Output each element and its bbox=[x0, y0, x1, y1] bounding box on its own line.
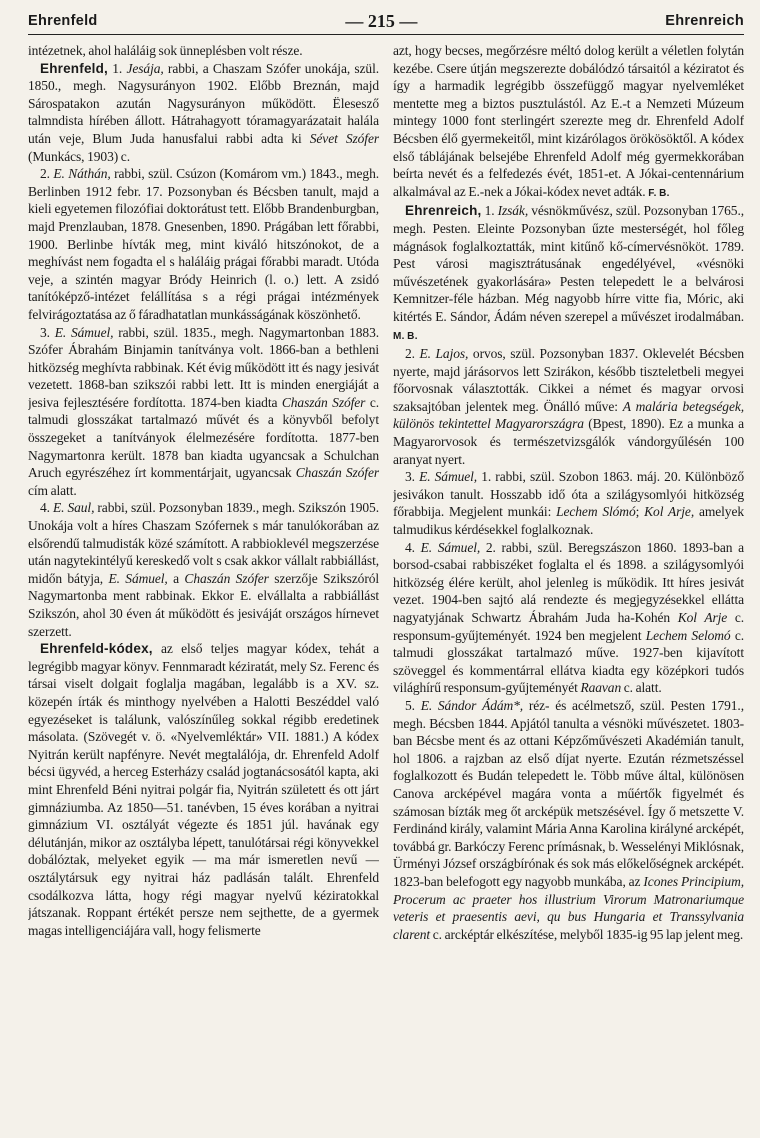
paragraph bbox=[28, 640, 379, 939]
italic-text: Kol Arje, bbox=[644, 504, 695, 520]
paragraph bbox=[28, 499, 379, 640]
italic-text: Lechem Selomó bbox=[645, 627, 731, 643]
italic-text: Kol Arje bbox=[677, 610, 728, 625]
italic-text: Icones Principium, Procerum ac praeter hos illustrium Virorum Matronariumque veteris et praesentis aevi, qu bus Hungaria et Transsylvania clarent bbox=[393, 873, 744, 942]
body-text: c. talmudi glosszákat tartalmazó műve. 1927-ben kijavított szöveggel és kommentárral ellátva kiadta egy középkori tudós világhírű responsum-gyűjteményét bbox=[393, 627, 744, 696]
body-text: rabbi, a Chaszam Szófer unokája, szül. 1850., megh. Nagysurányon 1902. Előbb Breznán, majd Sárospatakon azután Nagysurányon működött. Ëlesesző talmndista hírében állott. Hátrahagyott tóramagyarázatait halála után veje, Blum Juda hanusfalui rabbi adta ki bbox=[28, 60, 379, 146]
italic-text: E. Sándor Ádám*, bbox=[420, 697, 524, 713]
body-text: (Munkács, 1903) c. bbox=[28, 148, 130, 164]
body-text: rabbi, szül. 1835., megh. Nagymartonban 1883. Szófer Ábrahám Binjamin tanítványa volt. 1866-ban a bethleni hitközség meghívta rabbinak. Két évig működött itt és nagy jesivát vezetett. 1868-ban szikszói rabbi lett. Itt is minden energiáját a jesiva fejlesztésére fordította. 1874-ben kiadta bbox=[28, 324, 379, 410]
left-column bbox=[28, 42, 379, 1132]
body-text: 1. rabbi, szül. Szobon 1863. máj. 20. Különböző jesivákon tanult. Hosszabb idő óta a szilágysomlyói hitközség főrabbija. Megjelent munkái: bbox=[393, 469, 744, 520]
body-text: c. responsum-gyűjteményét. 1924 ben megjelent bbox=[393, 610, 744, 643]
paragraph bbox=[28, 165, 379, 323]
paragraph bbox=[393, 202, 744, 345]
body-text: cím alatt. bbox=[28, 482, 77, 498]
body-text: rabbi, szül. Pozsonyban 1839., megh. Szikszón 1905. Unokája volt a híres Chaszam Szófernek s már tanulókorában az elsőrendű talmudisták közé számított. A rabbioklevél megszerzése után nagytekintélyű kereskedő volt s csak akkor vállalt rabbiállást, midőn bátyja, bbox=[28, 500, 379, 586]
entry-headword: Ehrenfeld-kódex, bbox=[40, 641, 153, 657]
italic-text: Chaszán Szófer bbox=[281, 394, 366, 410]
body-text: c. alatt. bbox=[621, 680, 662, 696]
italic-text: E. Sámuel, bbox=[419, 469, 478, 485]
italic-text: E. Sámuel, bbox=[420, 539, 481, 555]
body-text: 3. bbox=[405, 469, 420, 485]
paragraph bbox=[393, 345, 744, 468]
paragraph bbox=[393, 697, 744, 943]
right-column bbox=[393, 42, 744, 1132]
body-text: rabbi, szül. Csúzon (Komárom vm.) 1843., megh. Berlinben 1912 febr. 17. Pozsonyban és Bécsben tanult, majd a kieli egyetemen filozófiai doktorátust tett. Előbb Brandenburgban, majd Prenzlauban, 1878. Gnesenben, 1890. Prágában lett főrabbi, 1900. Berlinbe hívták meg, mint kiváló hitszónokot, de a meghívást nem fogadta el s haláláig prágai főrabbi maradt. Utóda veje, a szintén magyar Bródy Heinrich (l. o.) lett. A zsidó tanítóképző-intézet felállítása s a régi prágai intézmények felvirágoztatása az ő fáradhatatlan munkásságának köszönhető. bbox=[28, 166, 379, 322]
italic-text: E. Náthán, bbox=[53, 166, 111, 182]
italic-text: E. Sámuel, bbox=[54, 324, 114, 340]
body-text: 1. bbox=[481, 203, 498, 219]
body-text: azt, hogy becses, megőrzésre méltó dolog került a véletlen folytán kezébe. Csere útján megszerezte dobálódzó társaitól a kéziratot és így a harmadik legrégibb összefüggő magyar nyelvemléket mentette meg a biztos pusztulástól. Az E.-t a Nemzeti Múzeum mintegy 1000 font sterlingért szerezte meg dr. Ehrenfeld Adolf Bécsben élő gyermekeitől, mint kizárólagos örökösöktől. A kódex első táblájának belsejébe Ehrenfeld Adolf még gyermekkorában beírta nevét és a felfedezés évét, 1851-et. A Jókai-centennárium alkalmával az E.-nek a Jókai-kódex nevet adták. bbox=[393, 43, 744, 199]
body-text: a bbox=[167, 570, 185, 586]
body-text: 5. bbox=[405, 697, 421, 713]
body-text: intézetnek, ahol haláláig sok ünneplésben volt része. bbox=[28, 43, 303, 58]
body-text: vésnökművész, szül. Pozsonyban 1765., megh. Pesten. Eleinte Pozsonyban űzte mesterségét, hol főleg mágnások foglalkoztatták, mint kitűnő kő-címervésnököt. 1789. Pest városi magisztrátusának engedélyével, «vésnöki művészetének gyakorlására» Pesten telepedett le a belvárosi Kemnitzer-féle házban. Még nagyobb hírre vitte fia, Móric, aki kitértés E. Sándor, Ádám néven szerepel a művészet irodalmában. bbox=[393, 203, 744, 324]
paragraph bbox=[393, 468, 744, 538]
header-right-guideword: Ehrenreich bbox=[665, 13, 744, 29]
paragraph bbox=[28, 324, 379, 500]
body-text: c. arcképtár elkészítése, melyből 1835-ig 95 lap jelent meg. bbox=[430, 926, 744, 942]
italic-text: Chaszán Szófer bbox=[184, 570, 269, 586]
italic-text: A malária betegségek, különös tekintettel Magyarországra bbox=[393, 398, 744, 432]
italic-text: E. Lajos, bbox=[419, 346, 469, 362]
paragraph bbox=[393, 42, 744, 202]
text-columns bbox=[28, 42, 744, 1132]
body-text: 4. bbox=[40, 500, 53, 516]
body-text: amelyek talmudikus kérdésekkel foglalkoznak. bbox=[393, 504, 744, 538]
body-text: c. talmudi glosszákat tartalmazó művét és a könyvből befolyt összegeket a tanítványok élelmezésére fordította. 1877-ben Nagymartonra került. 1878 ban kiadta ugyancsak a Schulchan Aruch egyrészéhez írt kommentárjait, ugyancsak bbox=[28, 394, 379, 481]
running-header bbox=[28, 8, 744, 35]
page-number: — 215 — bbox=[345, 10, 418, 31]
italic-text: Jesája, bbox=[126, 60, 164, 76]
italic-text: Chaszán Szófer bbox=[295, 465, 379, 481]
header-left-guideword: Ehrenfeld bbox=[28, 13, 98, 29]
body-text: 2. bbox=[405, 346, 420, 362]
paragraph bbox=[28, 60, 379, 166]
body-text: 4. bbox=[405, 539, 421, 555]
body-text: (Bpest, 1890). Ez a munka a Magyarorvosok és természetvizsgálók vándorgyűlésén 100 aranyat nyert. bbox=[393, 416, 744, 467]
body-text: orvos, szül. Pozsonyban 1837. Oklevelét Bécsben nyerte, majd járásorvos lett Szirákon, később tiszteletbeli megyei főorvosnak választották. Cikkei a német és magyar orvosi szaksajtóban jelentek meg. Önálló műve: bbox=[393, 346, 744, 414]
body-text: 2. bbox=[40, 166, 54, 182]
body-text: 2. rabbi, szül. Beregszászon 1860. 1893-ban a borsod-csabai rabbiszéket foglalta el és 1898. a szilágysomlyói hitközség élére került, ahol jelenleg is működik. Itt híres jesivát vezet. 1904-ben sajtó alá rendezte és megjegyzésekkel ellátta nagyatyjának Schwartz Ábrahám Juda ha-Kohén bbox=[393, 539, 744, 625]
italic-text: E. Sámuel, bbox=[108, 570, 168, 586]
italic-text: Izsák, bbox=[497, 203, 529, 219]
body-text: 3. bbox=[40, 324, 55, 340]
paragraph bbox=[28, 42, 379, 60]
entry-headword: Ehrenreich, bbox=[405, 203, 482, 219]
paragraph bbox=[393, 539, 744, 697]
author-signature: M. B. bbox=[393, 330, 418, 342]
italic-text: Sévet Szófer bbox=[309, 130, 379, 146]
body-text: ; bbox=[635, 504, 645, 520]
body-text: réz- és acélmetsző, szül. Pesten 1791., megh. Bécsben 1844. Apjától tanulta a vésnöki művészetet. 1803-ban Bécsbe ment és az ottani Képzőművészeti Akadémián tanult, hol 1806. a rajzban az első díjat nyerte. Ezután rézmetszéssel foglalkozott és Budán telepedett le. Több műve által, különösen Canova arcképével magára vonta a műértők figyelmét és számosan bízták meg őt arcképük metszésével. Így ő metszette V. Ferdinánd király, valamint Mária Anna Karolina királyné arcképét, továbbá gr. Barkóczy Ferenc prímásnak, b. Wesselényi Miklósnak, Ürményi József országbírónak és sok más előkelőségnek arcképét. 1823-ban belefogott egy nagyobb munkába, az bbox=[393, 697, 744, 889]
author-signature: F. B. bbox=[648, 187, 670, 199]
entry-headword: Ehrenfeld, bbox=[40, 60, 109, 76]
italic-text: Lechem Slómó bbox=[556, 504, 636, 520]
body-text: az első teljes magyar kódex, tehát a legrégibb magyar könyv. Fennmaradt kéziratát, mely Sz. Ferenc és társai viselt dolgait foglalja magában, legalább is a XV. sz. közepén írták és minthogy nyelvében a Halotti Beszéddel való egyezéseket is találunk, valószínűleg sokkal régibb eredetinek másolata. (Szövegét v. ö. «Nyelvemléktár» VII. 1881.) A kódex Nyitrán került napfényre. Nevét megtalálója, dr. Ehrenfeld Adolf bécsi ügyvéd, a herceg Esterházy család jogtanácsosától kapta, aki mint Ehrenfeld Béni nyitrai polgár fia, Nyitrán született és ott járt gimnáziumba. Az 1850—51. tanévben, 15 éves korában a nyitrai gimnázium VI. osztályát végezte és 1851 júl. havának egy délutánján, mikor az osztályba lépett, tanulótársai régi könyvekkel dobálóztak, melyeket egyik — ma már ismeretlen nevű — osztálytársuk egy nyitrai ház padlásán talált. Ehrenfeld csodálkozva látta, hogy régi magyar nyelvű kéziratokkal játszanak. Roppant értékét persze nem sejthette, de a gyermek magas intelligenciájára vall, hogy felismerte bbox=[28, 641, 379, 938]
body-text: 1. bbox=[108, 60, 127, 76]
italic-text: E. Saul, bbox=[52, 500, 95, 516]
body-text: szerzője Szikszóról Nagymartonba ment rabbinak. Ekkor E. elvállalta a rabbiállást Szikszón, ahol 30 éven át működött és jesiváját országos hírnevet szerzett. bbox=[28, 570, 379, 639]
italic-text: Raavan bbox=[580, 680, 622, 696]
